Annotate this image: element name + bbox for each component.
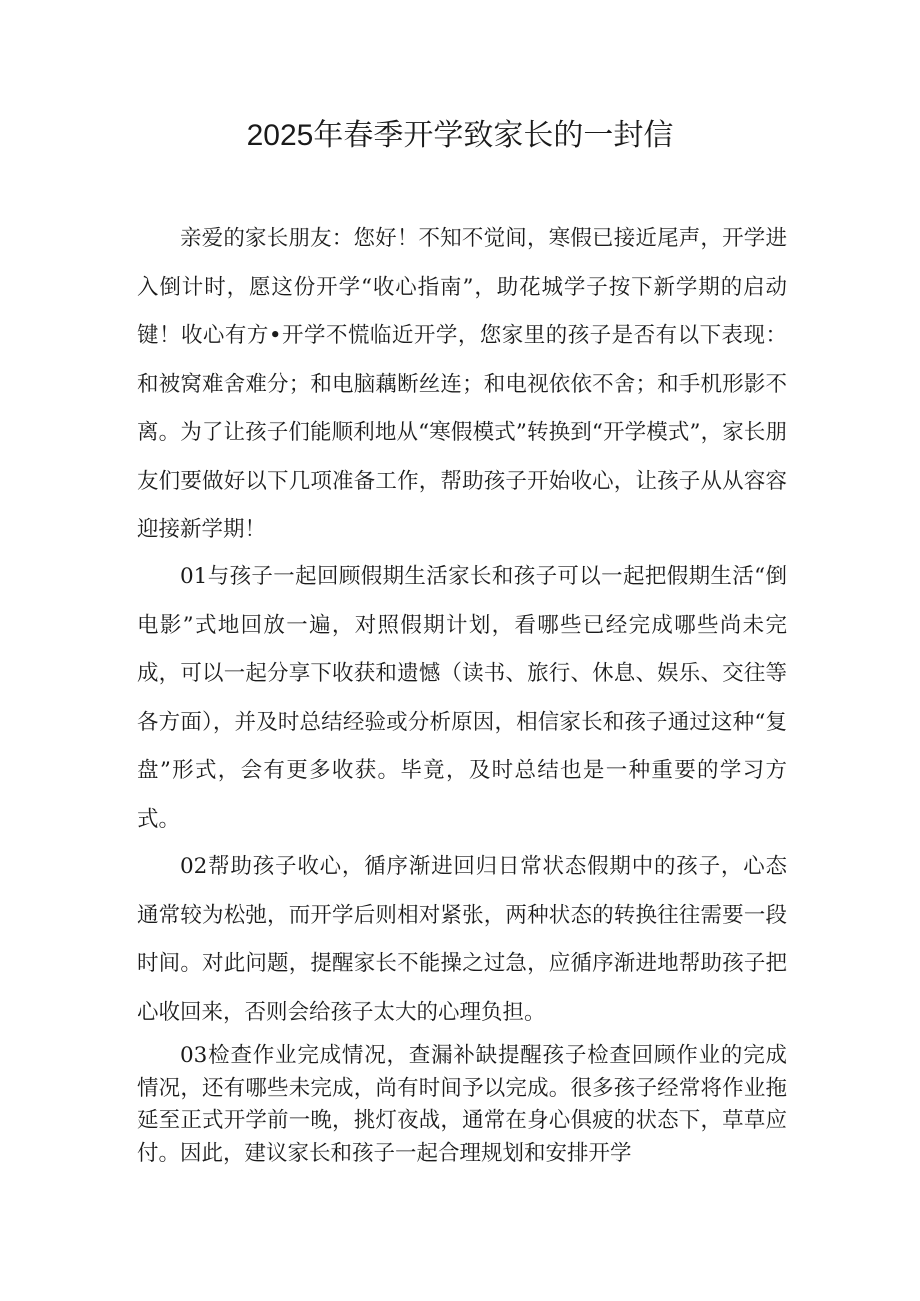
- paragraph-settle-mind: 02帮助孩子收心，循序渐进回归日常状态假期中的孩子，心态通常较为松弛，而开学后则相对紧张，两种状态的转换往往需要一段时间。对此问题，提醒家长不能操之过急，应循序渐进地帮助孩子把心收回来，否则会给孩子太大的心理负担。: [137, 854, 787, 1025]
- paragraph-check-homework: 03检查作业完成情况，查漏补缺提醒孩子检查回顾作业的完成情况，还有哪些未完成，尚有时间予以完成。很多孩子经常将作业拖延至正式开学前一晚，挑灯夜战，通常在身心俱疲的状态下，草草应付。因此，建议家长和孩子一起合理规划和安排开学: [137, 1043, 787, 1166]
- document-title: 2025年春季开学致家长的一封信: [246, 119, 674, 152]
- paragraph-greeting: 亲爱的家长朋友：您好！不知不觉间，寒假已接近尾声，开学进入倒计时，愿这份开学“收心指南”，助花城学子按下新学期的启动键！收心有方•开学不慌临近开学，您家里的孩子是否有以下表现：和被窝难舍难分；和电脑藕断丝连；和电视依依不舍；和手机形影不离。为了让孩子们能顺利地从“寒假模式”转换到“开学模式”，家长朋友们要做好以下几项准备工作，帮助孩子开始收心，让孩子从从容容迎接新学期！: [137, 226, 787, 542]
- paragraph-review-holiday: 01与孩子一起回顾假期生活家长和孩子可以一起把假期生活“倒电影”式地回放一遍，对照假期计划，看哪些已经完成哪些尚未完成，可以一起分享下收获和遗憾（读书、旅行、休息、娱乐、交往等各方面），并及时总结经验或分析原因，相信家长和孩子通过这种“复盘”形式，会有更多收获。毕竟，及时总结也是一种重要的学习方式。: [137, 564, 787, 832]
